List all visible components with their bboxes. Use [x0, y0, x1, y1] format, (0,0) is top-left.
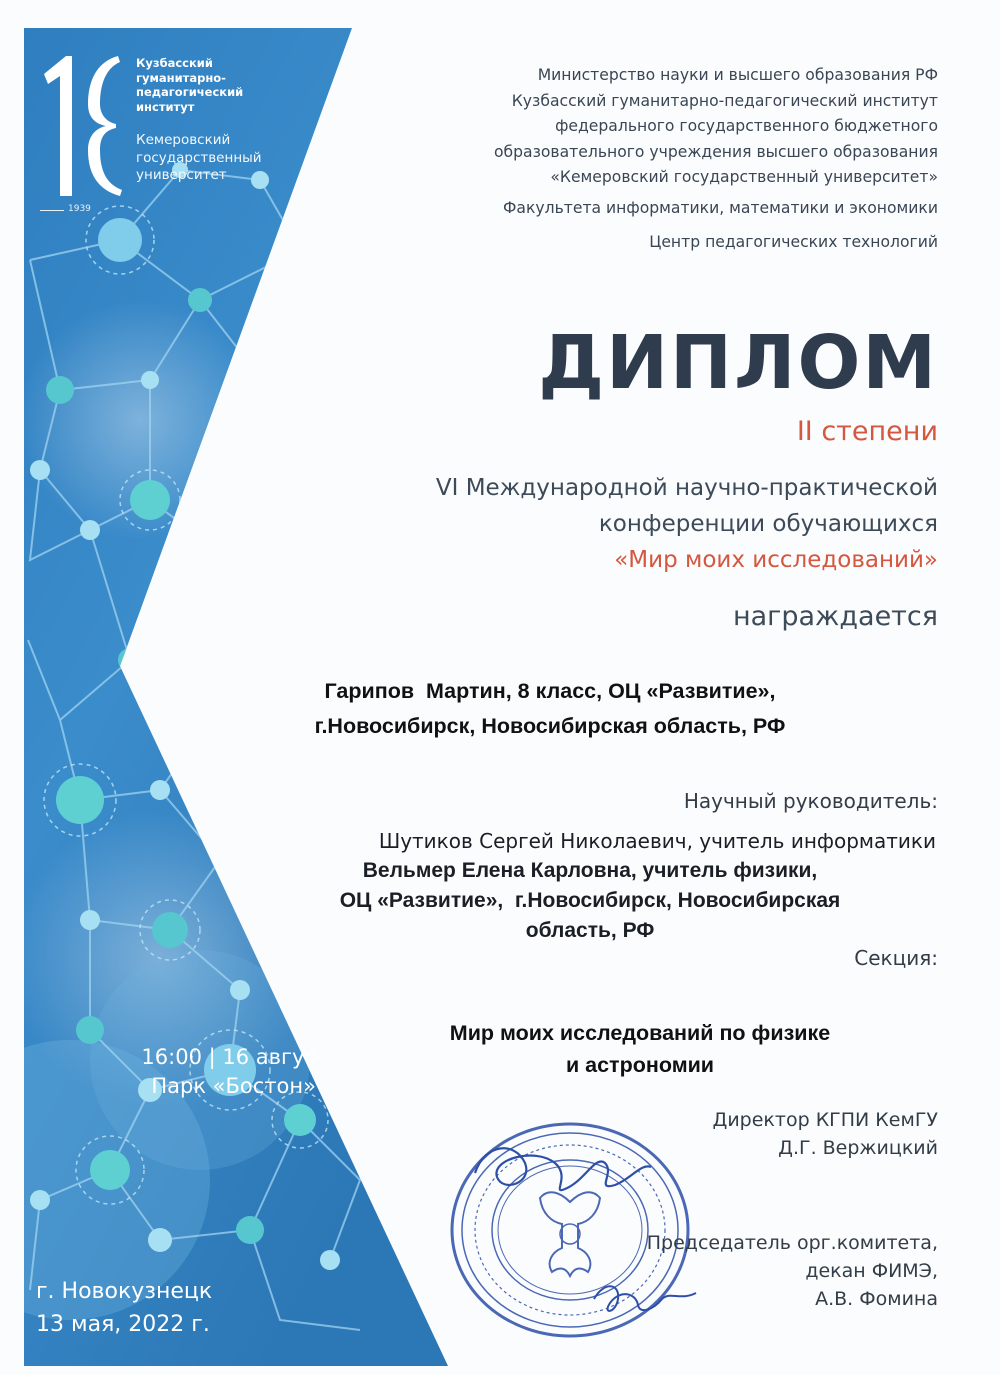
supervisor-line: Шутиков Сергей Николаевич, учитель информатики [378, 829, 936, 853]
issuer-line: федерального государственного бюджетного [555, 117, 938, 135]
event-place: Парк «Бостон» [151, 1074, 316, 1098]
director-title: Директор КГПИ КемГУ [712, 1109, 938, 1131]
supervisor-line: область, РФ [525, 919, 655, 942]
supervisor-line: ОЦ «Развитие», г.Новосибирск, Новосибирская [339, 889, 841, 912]
director-signature-block [538, 1106, 938, 1162]
page-title: ДИПЛОМ [538, 320, 938, 406]
logo-regular-line: Кемеровский [136, 132, 231, 148]
supervisors [240, 826, 940, 946]
event-time-date: 16:00 | 16 авгус [141, 1045, 316, 1069]
logo-bold-line: педагогический [136, 85, 244, 99]
logo-university-name [136, 132, 306, 185]
chair-name: А.В. Фомина [815, 1288, 938, 1310]
section-line: Мир моих исследований по физике [449, 1021, 831, 1045]
issuer-line: Министерство науки и высшего образования РФ [537, 66, 938, 84]
recipient-line: г.Новосибирск, Новосибирская область, РФ [314, 714, 786, 738]
conference-title [338, 470, 938, 578]
recipient [200, 674, 900, 744]
center-name: Центр педагогических технологий [649, 233, 938, 251]
issuer-line: «Кемеровский государственный университет» [550, 168, 938, 186]
logo-bold-line: Кузбасский [136, 56, 213, 70]
issue-date: 13 мая, 2022 г. [36, 1312, 210, 1337]
chair-title: Председатель орг.комитета, [646, 1232, 938, 1254]
faculty-name: Факультета информатики, математики и экономики [502, 199, 938, 217]
logo-bold-line: институт [136, 99, 195, 114]
logo-institute-name [136, 56, 296, 114]
issuer-line: образовательного учреждения высшего образования [493, 142, 938, 161]
conference-line: конференции обучающихся [598, 511, 938, 537]
issuer-line: Кузбасский гуманитарно-педагогический институт [511, 91, 938, 110]
logo-year: 1939 [68, 204, 91, 214]
conference-line: VI Международной научно-практической [435, 475, 938, 501]
chair-position: декан ФИМЭ, [805, 1260, 938, 1282]
conference-name: «Мир моих исследований» [614, 547, 938, 573]
issue-city: г. Новокузнецк [36, 1279, 213, 1304]
logo-regular-line: университет [136, 167, 227, 183]
director-name: Д.Г. Вержицкий [778, 1137, 938, 1159]
chair-signature-block [538, 1229, 938, 1313]
event-info [86, 1043, 316, 1101]
section-name [380, 1017, 900, 1081]
supervisor-line: Вельмер Елена Карловна, учитель физики, [362, 859, 818, 882]
section-label: Секция: [854, 946, 938, 970]
supervisor-label: Научный руководитель: [683, 789, 938, 813]
recipient-line: Гарипов Мартин, 8 класс, ОЦ «Развитие», [324, 679, 776, 703]
logo-regular-line: государственный [136, 149, 262, 166]
issue-place-date [36, 1275, 212, 1341]
section-line: и астрономии [565, 1053, 715, 1077]
logo-year-rule [40, 210, 64, 211]
logo-bold-line: гуманитарно- [136, 70, 226, 85]
diploma-degree: II степени [796, 416, 938, 447]
awarded-label: награждается [732, 601, 938, 632]
institute-logo [40, 52, 300, 232]
issuer-header [378, 63, 938, 191]
kgpi-logo-mark-icon [40, 52, 128, 200]
